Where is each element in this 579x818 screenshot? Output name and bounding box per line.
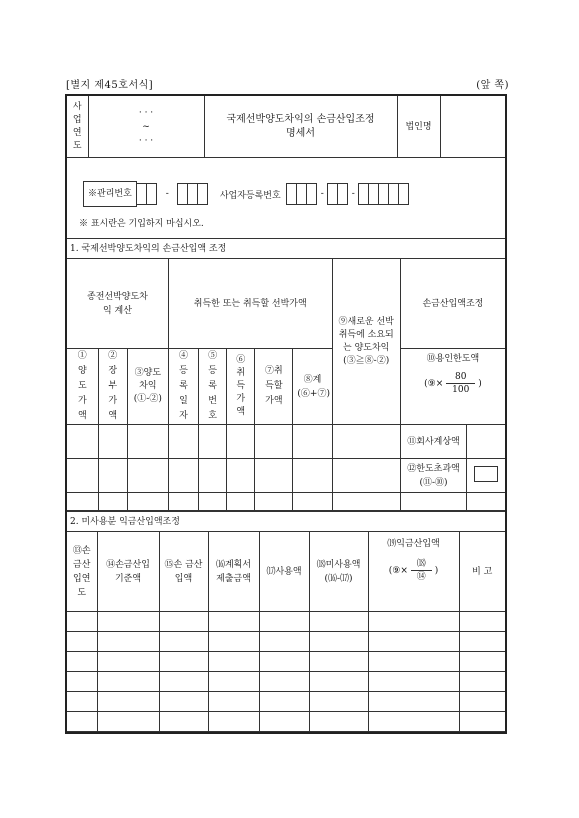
data-cell[interactable]	[368, 652, 459, 672]
section1-table	[67, 239, 505, 511]
col7-header: ⑦취득할가액	[255, 349, 293, 425]
data-cell[interactable]	[309, 692, 368, 712]
form-number: [별지 제45호서식]	[66, 80, 154, 91]
data-cell[interactable]	[368, 612, 459, 632]
data-cell[interactable]	[459, 652, 505, 672]
old-ship-header: 종전선박양도차익 계산	[67, 259, 168, 349]
data-cell[interactable]	[208, 692, 259, 712]
data-cell[interactable]	[67, 692, 97, 712]
row3-cell[interactable]	[67, 493, 98, 511]
data-cell[interactable]	[259, 652, 309, 672]
col5-header: ⑤등록번호	[199, 349, 227, 425]
data-cell[interactable]	[67, 672, 97, 692]
bizno-label: 사업자등록번호	[219, 190, 281, 201]
col9-header: ⑨새로운 선박 취득에 소요되는 양도차익 (③≧⑧-②)	[332, 259, 400, 425]
data-cell[interactable]	[259, 632, 309, 652]
year-label: 사 업 연 도	[67, 96, 88, 158]
col12-field[interactable]	[467, 459, 505, 493]
data-cell[interactable]	[259, 612, 309, 632]
mgmt-no-label: ※관리번호	[83, 181, 137, 207]
corp-name-label: 법인명	[397, 96, 440, 158]
data-cell[interactable]	[259, 672, 309, 692]
row3-cell[interactable]	[467, 493, 505, 511]
row3-cell[interactable]	[127, 493, 168, 511]
data-cell[interactable]	[159, 712, 208, 732]
data-cell[interactable]	[159, 612, 208, 632]
corp-name-field[interactable]	[440, 96, 505, 158]
row2-cell[interactable]	[199, 459, 227, 493]
page-side: (앞 쪽)	[476, 80, 509, 91]
col15-header: ⑮손 금산입액	[159, 532, 208, 612]
data-cell[interactable]	[67, 712, 97, 732]
data-cell[interactable]	[259, 712, 309, 732]
row3-cell[interactable]	[293, 493, 332, 511]
col12-box[interactable]	[474, 466, 498, 482]
data-cell[interactable]	[97, 612, 159, 632]
data-cell[interactable]	[208, 652, 259, 672]
data-cell[interactable]	[309, 652, 368, 672]
row2-cell[interactable]	[168, 459, 198, 493]
note-header: 비 고	[459, 532, 505, 612]
bizno-box[interactable]	[398, 183, 409, 205]
bizno-box[interactable]	[306, 183, 317, 205]
row2-cell[interactable]	[67, 459, 98, 493]
data-cell[interactable]	[208, 672, 259, 692]
row2-cell[interactable]	[98, 459, 127, 493]
form-frame	[65, 94, 507, 734]
col1-header: ①양도가액	[67, 349, 98, 425]
data-cell[interactable]	[97, 692, 159, 712]
row3-cell[interactable]	[332, 493, 400, 511]
data-cell[interactable]	[459, 712, 505, 732]
header-table	[67, 96, 505, 158]
data-cell[interactable]	[208, 632, 259, 652]
col3-header: ③양도차익 (①-②)	[127, 349, 168, 425]
data-cell[interactable]	[368, 672, 459, 692]
col14-header: ⑭손금산입기준액	[97, 532, 159, 612]
row1-cell[interactable]	[227, 425, 255, 459]
data-cell[interactable]	[208, 712, 259, 732]
data-cell[interactable]	[159, 672, 208, 692]
note-text: ※ 표시란은 기입하지 마십시오.	[79, 219, 204, 229]
row1-cell[interactable]	[98, 425, 127, 459]
row2-cell[interactable]	[127, 459, 168, 493]
data-cell[interactable]	[67, 612, 97, 632]
col13-header: ⑬손금산입연도	[67, 532, 97, 612]
row2-cell[interactable]	[227, 459, 255, 493]
row3-cell[interactable]	[199, 493, 227, 511]
dash: -	[165, 189, 169, 199]
data-cell[interactable]	[67, 632, 97, 652]
row1-cell[interactable]	[255, 425, 293, 459]
col19-header: ⒆익금산입액 (⑨× $\frac{\text{⒅}}{\text{⑭}}$ )	[368, 532, 459, 612]
data-cell[interactable]	[368, 692, 459, 712]
col16-header: ⒃계획서제출금액	[208, 532, 259, 612]
row3-cell[interactable]	[255, 493, 293, 511]
fiscal-period[interactable]: · · · ~ · · ·	[88, 96, 204, 158]
data-cell[interactable]	[159, 652, 208, 672]
col18-header: ⒅미사용액 (⒃-⒄)	[309, 532, 368, 612]
row2-cell[interactable]	[293, 459, 332, 493]
data-cell[interactable]	[459, 692, 505, 712]
col4-header: ④등록일자	[168, 349, 198, 425]
new-ship-header: 취득한 또는 취득할 선박가액	[168, 259, 332, 349]
row1-cell[interactable]	[293, 425, 332, 459]
form-title: 국제선박양도차익의 손금산입조정명세서	[204, 96, 397, 158]
data-cell[interactable]	[97, 712, 159, 732]
data-cell[interactable]	[97, 672, 159, 692]
data-cell[interactable]	[97, 632, 159, 652]
data-cell[interactable]	[309, 612, 368, 632]
data-cell[interactable]	[309, 712, 368, 732]
section2-title: 2. 미사용분 익금산입액조정	[67, 512, 505, 532]
row1-cell[interactable]	[67, 425, 98, 459]
adjust-header: 손금산입액조정	[400, 259, 505, 349]
data-cell[interactable]	[368, 632, 459, 652]
row1-cell[interactable]	[199, 425, 227, 459]
col12-label: ⑫한도초과액(⑪-⑩)	[400, 459, 466, 493]
col11-field[interactable]	[467, 425, 505, 459]
row3-cell[interactable]	[168, 493, 198, 511]
row2-cell[interactable]	[255, 459, 293, 493]
data-cell[interactable]	[309, 632, 368, 652]
data-cell[interactable]	[259, 692, 309, 712]
data-cell[interactable]	[459, 632, 505, 652]
row1-cell[interactable]	[127, 425, 168, 459]
row2-cell[interactable]	[332, 459, 400, 493]
dash: -	[320, 189, 324, 199]
data-cell[interactable]	[459, 672, 505, 692]
section1-title: 1. 국제선박양도차익의 손금산입액 조정	[67, 239, 505, 259]
col10-header: ⑩용인한도액 (⑨× $\frac{80}{100}$ )	[400, 349, 505, 425]
col11-label: ⑪회사계상액	[400, 425, 466, 459]
row3-cell[interactable]	[227, 493, 255, 511]
mgmt-no-box[interactable]	[197, 183, 208, 205]
mgmt-no-box[interactable]	[146, 183, 157, 205]
col17-header: ⒄사용액	[259, 532, 309, 612]
row3-cell[interactable]	[98, 493, 127, 511]
col6-header: ⑥취득가액	[227, 349, 255, 425]
row1-cell[interactable]	[168, 425, 198, 459]
data-cell[interactable]	[97, 652, 159, 672]
col8-header: ⑧계 (⑥+⑦)	[293, 349, 332, 425]
data-cell[interactable]	[159, 632, 208, 652]
dash: -	[351, 189, 355, 199]
data-cell[interactable]	[67, 652, 97, 672]
data-cell[interactable]	[459, 612, 505, 632]
col2-header: ②장부가액	[98, 349, 127, 425]
id-row	[67, 158, 505, 239]
row3-cell[interactable]	[400, 493, 466, 511]
bizno-box[interactable]	[337, 183, 348, 205]
data-cell[interactable]	[208, 612, 259, 632]
data-cell[interactable]	[368, 712, 459, 732]
row1-cell[interactable]	[332, 425, 400, 459]
section2-table	[67, 511, 505, 732]
data-cell[interactable]	[309, 672, 368, 692]
data-cell[interactable]	[159, 692, 208, 712]
